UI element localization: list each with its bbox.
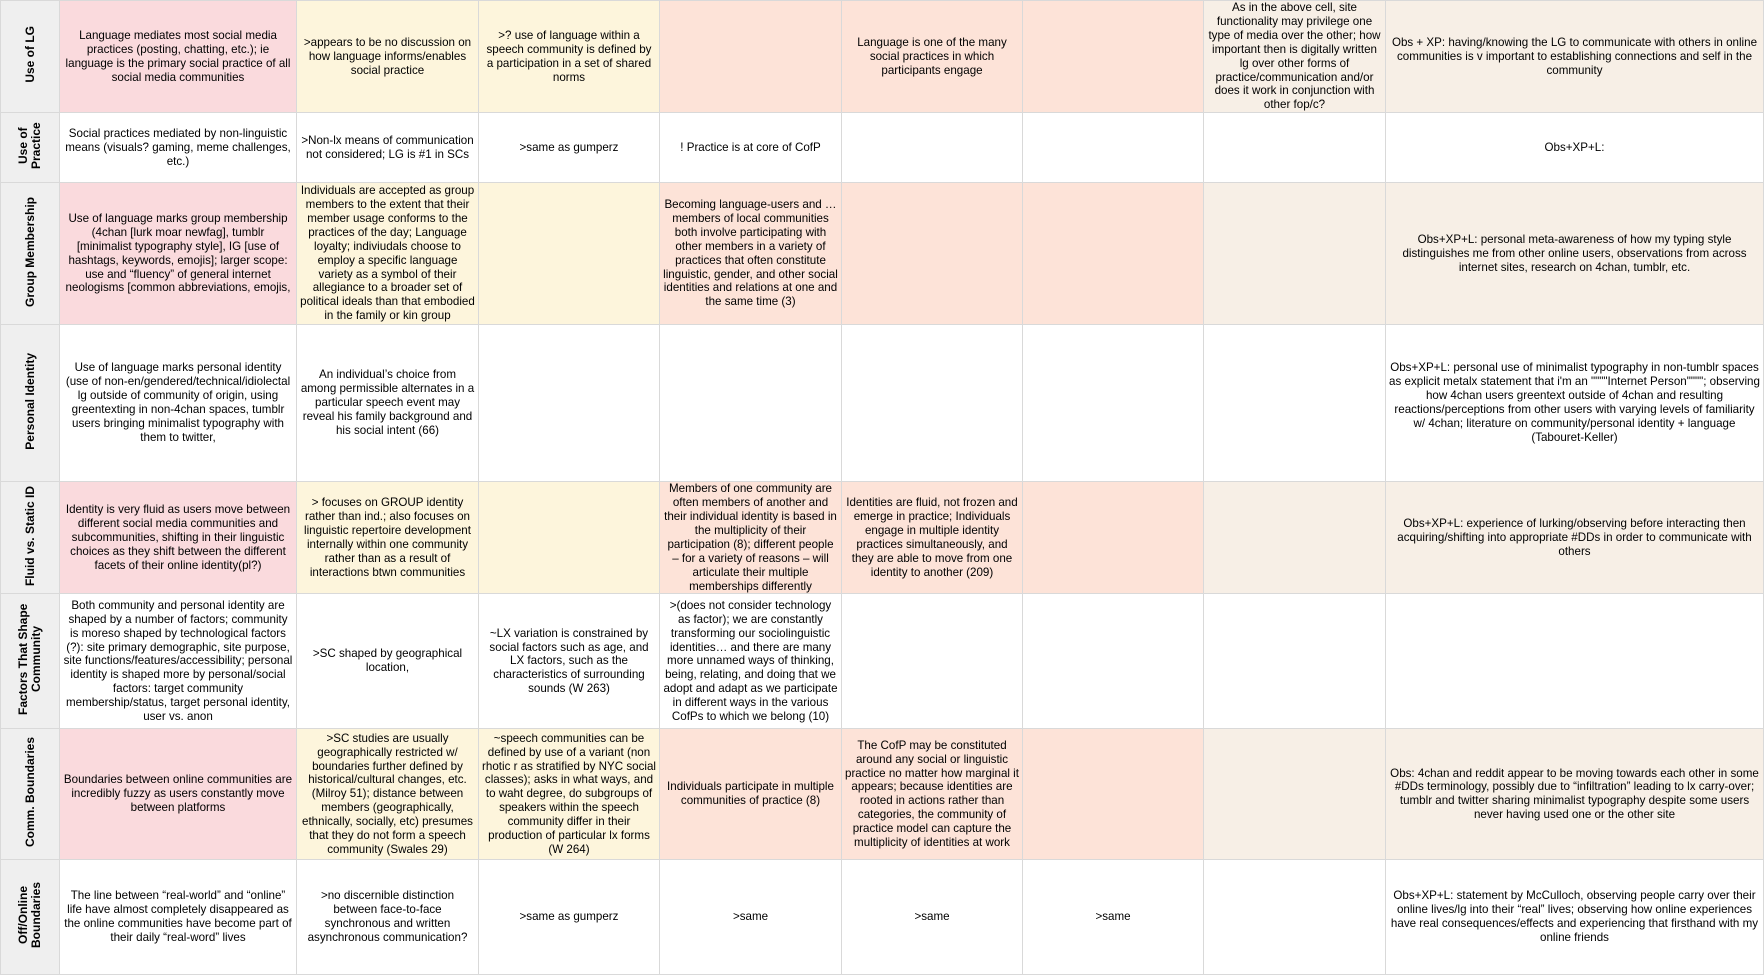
table-cell[interactable]: Obs+XP+L: experience of lurking/observing before interacting then acquiring/shifting into appropriate #DDs in order to communicate with others: [1386, 482, 1764, 594]
table-cell[interactable]: [1023, 594, 1204, 729]
table-cell[interactable]: Language mediates most social media practices (posting, chatting, etc.); ie language is the primary social practice of all social media communities: [60, 1, 297, 113]
row-header-cell[interactable]: [1, 482, 60, 594]
row-header-label: Off/Online Boundaries: [16, 882, 43, 949]
table-cell[interactable]: >same as gumperz: [479, 113, 660, 183]
row-header-cell[interactable]: [1, 729, 60, 860]
table-cell[interactable]: >SC shaped by geographical location,: [297, 594, 479, 729]
table-row: [1, 325, 1764, 482]
table-cell[interactable]: Obs: 4chan and reddit appear to be moving towards each other in some #DDs terminology, possibly due to “infiltration” leading to lx carry-over; tumblr and twitter sharing minimalist typography despite some users never having used one or the other site: [1386, 729, 1764, 860]
row-header-label: Use of LG: [22, 26, 37, 83]
table-cell[interactable]: [1204, 325, 1386, 482]
table-cell[interactable]: [660, 1, 842, 113]
table-cell[interactable]: [842, 113, 1023, 183]
table-cell[interactable]: ! Practice is at core of CofP: [660, 113, 842, 183]
table-cell[interactable]: Obs + XP: having/knowing the LG to communicate with others in online communities is v important to establishing connections and self in the community: [1386, 1, 1764, 113]
table-cell[interactable]: >(does not consider technology as factor); we are constantly transforming our sociolinguistic identities… and there are many more unnamed ways of thinking, being, relating, and doing that we adopt and adapt as we participate in different ways in the various CofPs to which we belong (10): [660, 594, 842, 729]
table-cell[interactable]: >Non-lx means of communication not considered; LG is #1 in SCs: [297, 113, 479, 183]
table-cell[interactable]: [842, 325, 1023, 482]
table-cell[interactable]: Both community and personal identity are shaped by a number of factors; community is moreso shaped by technological factors (?): site primary demographic, site purpose, site functions/features/accessibility; personal identity is shaped more by personal/social factors: target community membership/status, target personal identity, user vs. anon: [60, 594, 297, 729]
table-row: [1, 729, 1764, 860]
table-cell[interactable]: [479, 183, 660, 325]
table-row: [1, 860, 1764, 975]
table-cell[interactable]: >? use of language within a speech community is defined by a participation in a set of shared norms: [479, 1, 660, 113]
table-cell[interactable]: Use of language marks personal identity (use of non-en/gendered/technical/idiolectal lg outside of community of origin, using greentexting in non-4chan spaces, tumblr users bringing minimalist typography with them to twitter,: [60, 325, 297, 482]
row-header-label: Personal Identity: [22, 352, 37, 450]
row-header-label: Factors That Shape Community: [16, 603, 43, 716]
table-cell[interactable]: [1204, 482, 1386, 594]
table-cell[interactable]: As in the above cell, site functionality may privilege one type of media over the other; how important then is digitally written lg over other forms of practice/communication and/or does it work in conjunction with other fop/c?: [1204, 1, 1386, 113]
table-cell[interactable]: [1023, 482, 1204, 594]
row-header-label: Group Membership: [22, 196, 37, 307]
table-cell[interactable]: >same as gumperz: [479, 860, 660, 975]
table-cell[interactable]: Obs+XP+L:: [1386, 113, 1764, 183]
table-cell[interactable]: Obs+XP+L: personal meta-awareness of how my typing style distinguishes me from other online users, observations from across internet sites, research on 4chan, tumblr, etc.: [1386, 183, 1764, 325]
row-header-label: Use of Practice: [16, 122, 43, 170]
table-cell[interactable]: [1023, 1, 1204, 113]
table-cell[interactable]: Boundaries between online communities are incredibly fuzzy as users constantly move between platforms: [60, 729, 297, 860]
table-cell[interactable]: > focuses on GROUP identity rather than ind.; also focuses on linguistic repertoire development internally within one community rather than as a result of interactions btwn communities: [297, 482, 479, 594]
table-row: [1, 113, 1764, 183]
table-cell[interactable]: [1023, 325, 1204, 482]
row-header-cell[interactable]: [1, 1, 60, 113]
table-cell[interactable]: ~speech communities can be defined by use of a variant (non rhotic r as stratified by NYC social classes); asks in what ways, and to waht degree, do subgroups of speakers within the speech community differ in their production of particular lx forms (W 264): [479, 729, 660, 860]
table-cell[interactable]: Members of one community are often members of another and their individual identity is based in the multiplicity of their participation (8); different people – for a variety of reasons – will articulate their multiple memberships differently: [660, 482, 842, 594]
table-cell[interactable]: [1204, 729, 1386, 860]
table-cell[interactable]: An individual’s choice from among permissible alternates in a particular speech event may reveal his family background and his social intent (66): [297, 325, 479, 482]
table-cell[interactable]: Social practices mediated by non-linguistic means (visuals? gaming, meme challenges, etc.): [60, 113, 297, 183]
table-cell[interactable]: >same: [660, 860, 842, 975]
row-header-cell[interactable]: [1, 113, 60, 183]
table-cell[interactable]: >same: [1023, 860, 1204, 975]
table-cell[interactable]: [1386, 594, 1764, 729]
table-row: [1, 594, 1764, 729]
table-row: [1, 183, 1764, 325]
row-header-cell[interactable]: [1, 860, 60, 975]
table-cell[interactable]: [1204, 860, 1386, 975]
table-cell[interactable]: [1204, 594, 1386, 729]
table-cell[interactable]: >appears to be no discussion on how language informs/enables social practice: [297, 1, 479, 113]
table-cell[interactable]: Individuals are accepted as group members to the extent that their member usage conforms to the practices of the day; Language loyalty; indiviudals choose to employ a specific language variety as a symbol of their allegiance to a broader set of political ideals than that embodied in the family or kin group: [297, 183, 479, 325]
table-cell[interactable]: Identities are fluid, not frozen and emerge in practice; Individuals engage in multiple identity practices simultaneously, and they are able to move from one identity to another (209): [842, 482, 1023, 594]
table-cell[interactable]: The line between “real-world” and “online” life have almost completely disappeared as the online communities have become part of their daily “real-word” lives: [60, 860, 297, 975]
table-cell[interactable]: Identity is very fluid as users move between different social media communities and subcommunities, shifting in their linguistic choices as they shift between the different facets of their online identity(pl?): [60, 482, 297, 594]
table-cell[interactable]: Individuals participate in multiple communities of practice (8): [660, 729, 842, 860]
table-cell[interactable]: [1204, 183, 1386, 325]
table-cell[interactable]: [1023, 729, 1204, 860]
table-cell[interactable]: The CofP may be constituted around any social or linguistic practice no matter how marginal it appears; because identities are rooted in actions rather than categories, the community of practice model can capture the multiplicity of identities at work: [842, 729, 1023, 860]
table-cell[interactable]: [842, 183, 1023, 325]
row-header-cell[interactable]: [1, 594, 60, 729]
table-cell[interactable]: Use of language marks group membership (4chan [lurk moar newfag], tumblr [minimalist typography style], IG [use of hashtags, keywords, emojis]; larger scope: use and “fluency” of general internet neologisms [common abbreviations, emojis,: [60, 183, 297, 325]
table-cell[interactable]: >no discernible distinction between face-to-face synchronous and written asynchronous communication?: [297, 860, 479, 975]
table-cell[interactable]: [479, 325, 660, 482]
table-cell[interactable]: Obs+XP+L: statement by McCulloch, observing people carry over their online lives/lg into their “real” lives; observing how online experiences have real consequences/effects and experiencing that firsthand with my online friends: [1386, 860, 1764, 975]
table-cell[interactable]: >SC studies are usually geographically restricted w/ boundaries further defined by historical/cultural changes, etc. (Milroy 51); distance between members (geographically, ethnically, socially, etc) presumes that they do not form a speech community (Swales 29): [297, 729, 479, 860]
table-cell[interactable]: [660, 325, 842, 482]
table-cell[interactable]: Becoming language-users and … members of local communities both involve participating with other members in a variety of practices that often constitute linguistic, gender, and other social identities and relations at one and the same time (3): [660, 183, 842, 325]
table-cell[interactable]: ~LX variation is constrained by social factors such as age, and LX factors, such as the characteristics of surrounding sounds (W 263): [479, 594, 660, 729]
table-cell[interactable]: [842, 594, 1023, 729]
table-cell[interactable]: [1023, 183, 1204, 325]
table-cell[interactable]: >same: [842, 860, 1023, 975]
table-cell[interactable]: [1204, 113, 1386, 183]
table-cell[interactable]: Obs+XP+L: personal use of minimalist typography in non-tumblr spaces as explicit metalx statement that i'm an """"Internet Person""""; observing how 4chan users greentext outside of 4chan and resulting reactions/perceptions from other users with varying levels of familiarity w/ 4chan; literature on community/personal identity + language (Tabouret-Keller): [1386, 325, 1764, 482]
table-cell[interactable]: [1023, 113, 1204, 183]
table-row: [1, 1, 1764, 113]
row-header-label: Fluid vs. Static ID: [22, 485, 37, 586]
table-cell[interactable]: Language is one of the many social practices in which participants engage: [842, 1, 1023, 113]
row-header-cell[interactable]: [1, 325, 60, 482]
row-header-cell[interactable]: [1, 183, 60, 325]
table-row: [1, 482, 1764, 594]
table-cell[interactable]: [479, 482, 660, 594]
row-header-label: Comm. Boundaries: [22, 737, 37, 848]
